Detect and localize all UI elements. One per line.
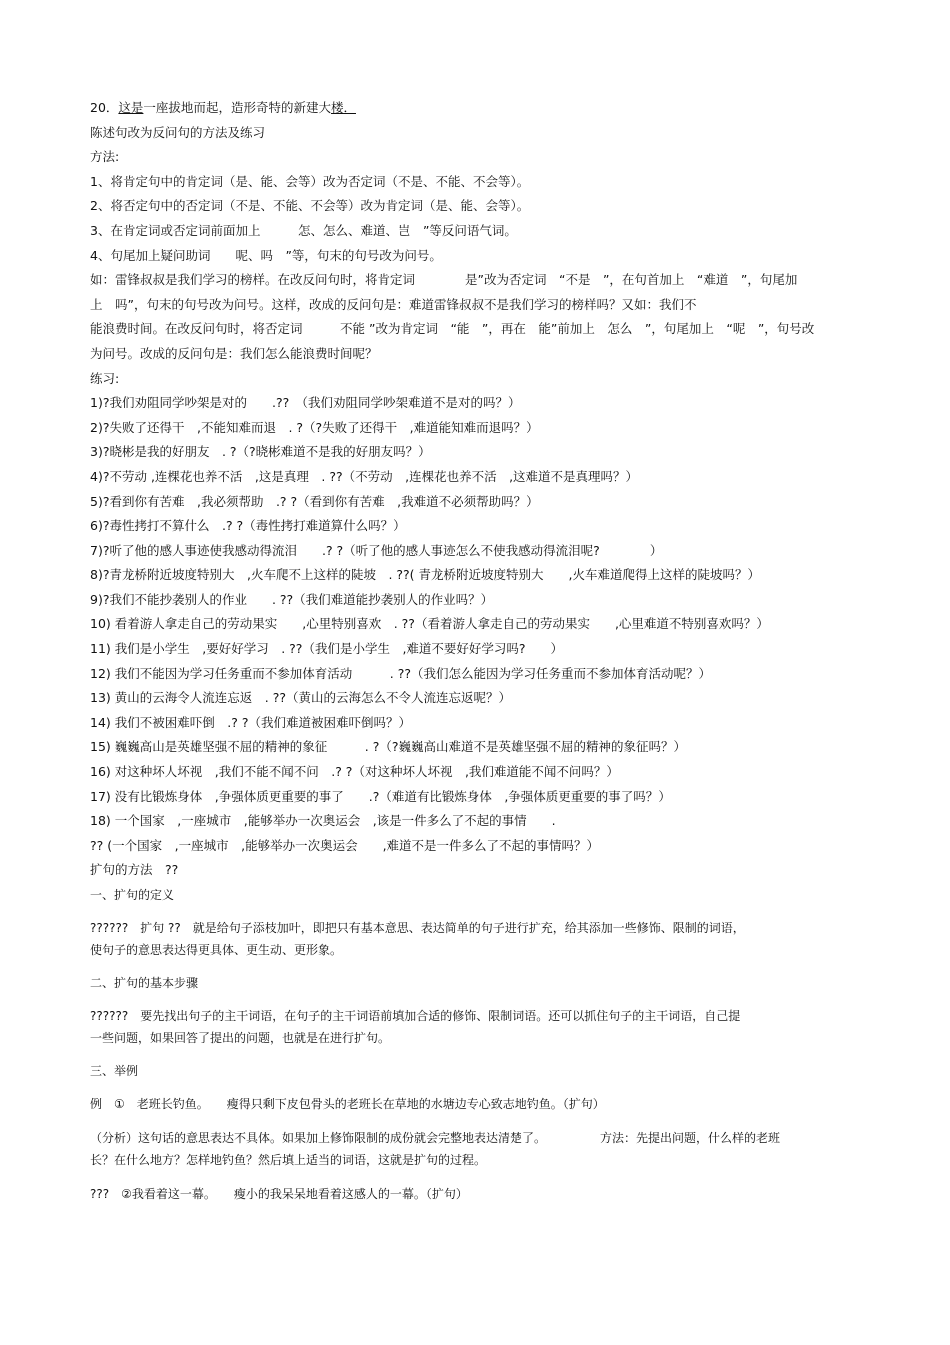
practice-item: 4)?不劳动 ,连棵花也养不活 ,这是真理 . ??（不劳动 ,连棵花也养不活 ,这难道不是真理吗？） — [90, 468, 639, 484]
title-text-b: ，造形奇特的新建大 — [218, 100, 331, 115]
practice-item: 6)?毒性拷打不算什么 .? ?（毒性拷打难道算什么吗？） — [90, 518, 406, 534]
title-end-mark: ． — [343, 100, 356, 115]
analysis-line: （分析）这句话的意思表达不具体。如果加上修饰限制的成份就会完整地表达清楚了。 方法：先提出问题，什么样的老班 — [90, 1131, 781, 1145]
practice-item: 12) 我们不能因为学习任务重而不参加体育活动 . ??（我们怎么能因为学习任务重而不参加体育活动呢？） — [90, 665, 711, 681]
practice-item: 8)?青龙桥附近坡度特别大 ,火车爬不上这样的陡坡 . ??( 青龙桥附近坡度特别大 ,火车难道爬得上这样的陡坡吗？） — [90, 567, 760, 583]
title-number: 20． — [90, 100, 119, 115]
expand-title: 扩句的方法 ?? — [90, 862, 179, 878]
method-item: 1、将肯定句中的肯定词（是、能、会等）改为否定词（不是、不能、不会等）。 — [90, 173, 530, 189]
practice-item: 17) 没有比锻炼身体 ,争强体质更重要的事了 .?（难道有比锻炼身体 ,争强体质更重要的事了吗？） — [90, 788, 671, 804]
practice-item: 9)?我们不能抄袭别人的作业 . ??（我们难道能抄袭别人的作业吗？） — [90, 591, 494, 607]
method-item: 4、句尾加上疑问助词 呢、吗 ”等，句末的句号改为问号。 — [90, 247, 442, 263]
practice-item: 11) 我们是小学生 ,要好好学习 . ??（我们是小学生 ,难道不要好好学习吗? ） — [90, 641, 564, 657]
paragraph-line: 一些问题，如果回答了提出的问题，也就是在进行扩句。 — [90, 1031, 391, 1045]
example-line: 上 吗”，句末的句号改为问号。这样，改成的反问句是：难道雷锋叔叔不是我们学习的榜样吗？又如：我们不 — [90, 296, 697, 312]
analysis-line: 长？在什么地方？怎样地钓鱼？然后填上适当的词语，这就是扩句的过程。 — [90, 1153, 487, 1167]
title-underlined-start: 这是 — [118, 100, 144, 115]
practice-item: ?? (一个国家 ,一座城市 ,能够举办一次奥运会 ,难道不是一件多么了不起的事情吗？） — [90, 837, 600, 853]
method-item: 2、将否定句中的否定词（不是、不能、不会等）改为肯定词（是、能、会等）。 — [90, 198, 530, 214]
practice-item: 18) 一个国家 ,一座城市 ,能够举办一次奥运会 ,该是一件多么了不起的事情 . — [90, 813, 556, 829]
method-item: 3、在肯定词或否定词前面加上 怎、怎么、难道、岂 ”等反问语气词。 — [90, 222, 517, 238]
paragraph-line: ?????? 扩句 ?? 就是给句子添枝加叶，即把只有基本意思、表达简单的句子进行扩充，给其添加一些修饰、限制的词语， — [90, 921, 745, 935]
practice-item: 10) 看着游人拿走自己的劳动果实 ,心里特别喜欢 . ??（看着游人拿走自己的劳动果实 ,心里难道不特别喜欢吗？） — [90, 616, 769, 632]
section-title-examples: 三、举例 — [90, 1064, 139, 1078]
practice-item: 14) 我们不被困难吓倒 .? ?（我们难道被困难吓倒吗？） — [90, 714, 411, 730]
practice-label: 练习: — [90, 370, 120, 386]
practice-item: 2)?失败了还得干 ,不能知难而退 . ?（?失败了还得干 ,难道能知难而退吗？） — [90, 419, 539, 435]
example-one: 例 ① 老班长钓鱼。 瘦得只剩下皮包骨头的老班长在草地的水塘边专心致志地钓鱼。（扩句） — [90, 1097, 605, 1111]
method-label: 方法: — [90, 149, 120, 165]
paragraph-line: ?????? 要先找出句子的主干词语，在句子的主干词语前填加合适的修饰、限制词语。还可以抓住句子的主干词语，自己提 — [90, 1009, 741, 1023]
example-line: 如：雷锋叔叔是我们学习的榜样。在改反问句时，将肯定词 是”改为否定词 “不是 ”，在句首加上 “难道 ”，句尾加 — [90, 272, 798, 288]
section-heading: 陈述句改为反问句的方法及练习 — [90, 124, 266, 140]
title-line — [90, 96, 860, 121]
practice-item: 13) 黄山的云海令人流连忘返 . ??（黄山的云海怎么不令人流连忘返呢？） — [90, 690, 511, 706]
title-text-a: 一座拔地而起 — [143, 100, 219, 115]
example-two: ??? ②我看着这一幕。 瘦小的我呆呆地看着这感人的一幕。（扩句） — [90, 1187, 468, 1201]
example-line: 为问号。改成的反问句是：我们怎么能浪费时间呢？ — [90, 345, 378, 361]
practice-item: 3)?晓彬是我的好朋友 . ?（?晓彬难道不是我的好朋友吗？） — [90, 444, 431, 460]
document-page — [90, 96, 860, 1205]
practice-item: 1)?我们劝阻同学吵架是对的 .?? （我们劝阻同学吵架难道不是对的吗？） — [90, 395, 521, 411]
section-title-steps: 二、扩句的基本步骤 — [90, 976, 199, 990]
section-title-definition: 一、扩句的定义 — [90, 888, 175, 902]
paragraph-line: 使句子的意思表达得更具体、更生动、更形象。 — [90, 943, 343, 957]
practice-item: 15) 巍巍高山是英雄坚强不屈的精神的象征 . ?（?巍巍高山难道不是英雄坚强不屈的精神的象征吗？） — [90, 739, 686, 755]
practice-item: 5)?看到你有苦难 ,我必须帮助 .? ?（看到你有苦难 ,我难道不必须帮助吗？） — [90, 493, 539, 509]
title-underlined-end: 楼 — [330, 100, 344, 115]
practice-item: 16) 对这种坏人坏视 ,我们不能不闻不问 .? ?（对这种坏人坏视 ,我们难道能不闻不问吗？） — [90, 764, 619, 780]
practice-item: 7)?听了他的感人事迹使我感动得流泪 .? ?（听了他的感人事迹怎么不使我感动得流泪呢? ） — [90, 542, 663, 558]
example-line: 能浪费时间。在改反问句时，将否定词 不能 ”改为肯定词 “能 ”，再在 能”前加上 怎么 ”，句尾加上 “呢 ”，句号改 — [90, 321, 815, 337]
